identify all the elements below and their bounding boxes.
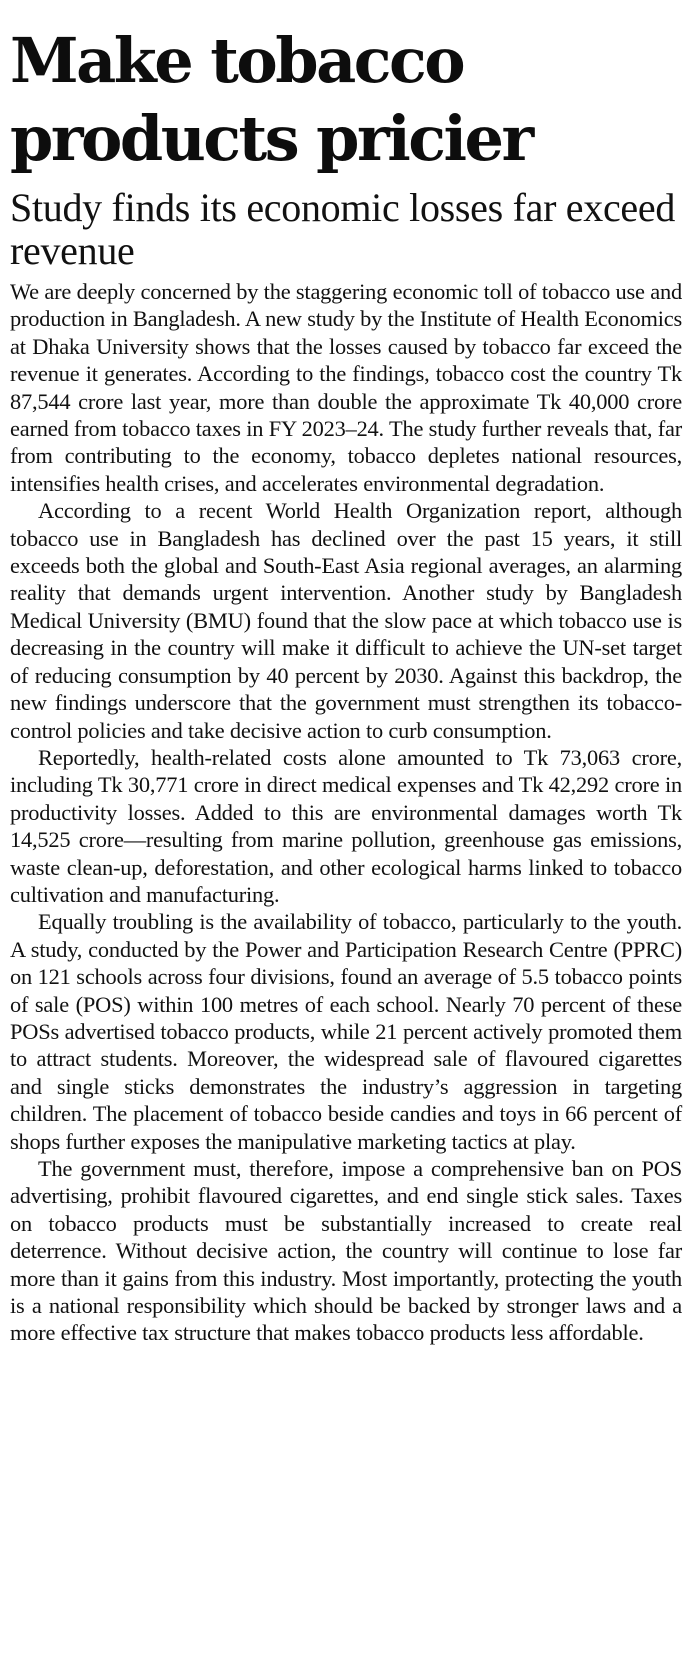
article-body bbox=[10, 278, 682, 1347]
paragraph-3: Reportedly, health-related costs alone amounted to Tk 73,063 crore, including Tk 30,771 crore in direct medical expenses and Tk 42,292 crore in productivity losses. Added to this are environmental damages worth Tk 14,525 crore—resulting from marine pollution, greenhouse gas emissions, waste clean-up, deforestation, and other ecological harms linked to tobacco cultivation and manufacturing. bbox=[10, 744, 682, 907]
paragraph-2: According to a recent World Health Organization report, although tobacco use in Bangladesh has declined over the past 15 years, it still exceeds both the global and South-East Asia regional averages, an alarming reality that demands urgent intervention. Another study by Bangladesh Medical University (BMU) found that the slow pace at which tobacco use is decreasing in the country will make it difficult to achieve the UN-set target of reducing consumption by 40 percent by 2030. Against this backdrop, the new findings underscore that the government must strengthen its tobacco-control policies and take decisive action to curb consumption. bbox=[10, 498, 682, 743]
headline: Make tobacco products pricier bbox=[10, 24, 532, 175]
paragraph-4: Equally troubling is the availability of tobacco, particularly to the youth. A study, conducted by the Power and Participation Research Centre (PPRC) on 121 schools across four divisions, found an average of 5.5 tobacco points of sale (POS) within 100 metres of each school. Nearly 70 percent of these POSs advertised tobacco products, while 21 percent actively promoted them to attract students. Moreover, the widespread sale of flavoured cigarettes and single sticks demonstrates the industry’s aggression in targeting children. The placement of tobacco beside candies and toys in 66 percent of shops further exposes the manipulative marketing tactics at play. bbox=[10, 909, 682, 1154]
subheadline: Study finds its economic losses far exceed revenue bbox=[10, 185, 676, 273]
paragraph-5: The government must, therefore, impose a comprehensive ban on POS advertising, prohibit flavoured cigarettes, and end single stick sales. Taxes on tobacco products must be substantially increased to create real deterrence. Without decisive action, the country will continue to lose far more than it gains from this industry. Most importantly, protecting the youth is a national responsibility which should be backed by stronger laws and a more effective tax structure that makes tobacco products less affordable. bbox=[10, 1156, 682, 1346]
editorial-article bbox=[10, 22, 682, 1347]
paragraph-1: We are deeply concerned by the staggering economic toll of tobacco use and production in Bangladesh. A new study by the Institute of Health Economics at Dhaka University shows that the losses caused by tobacco far exceed the revenue it generates. According to the findings, tobacco cost the country Tk 87,544 crore last year, more than double the approximate Tk 40,000 crore earned from tobacco taxes in FY 2023–24. The study further reveals that, far from contributing to the economy, tobacco depletes national resources, intensifies health crises, and accelerates environmental degradation. bbox=[10, 279, 682, 496]
